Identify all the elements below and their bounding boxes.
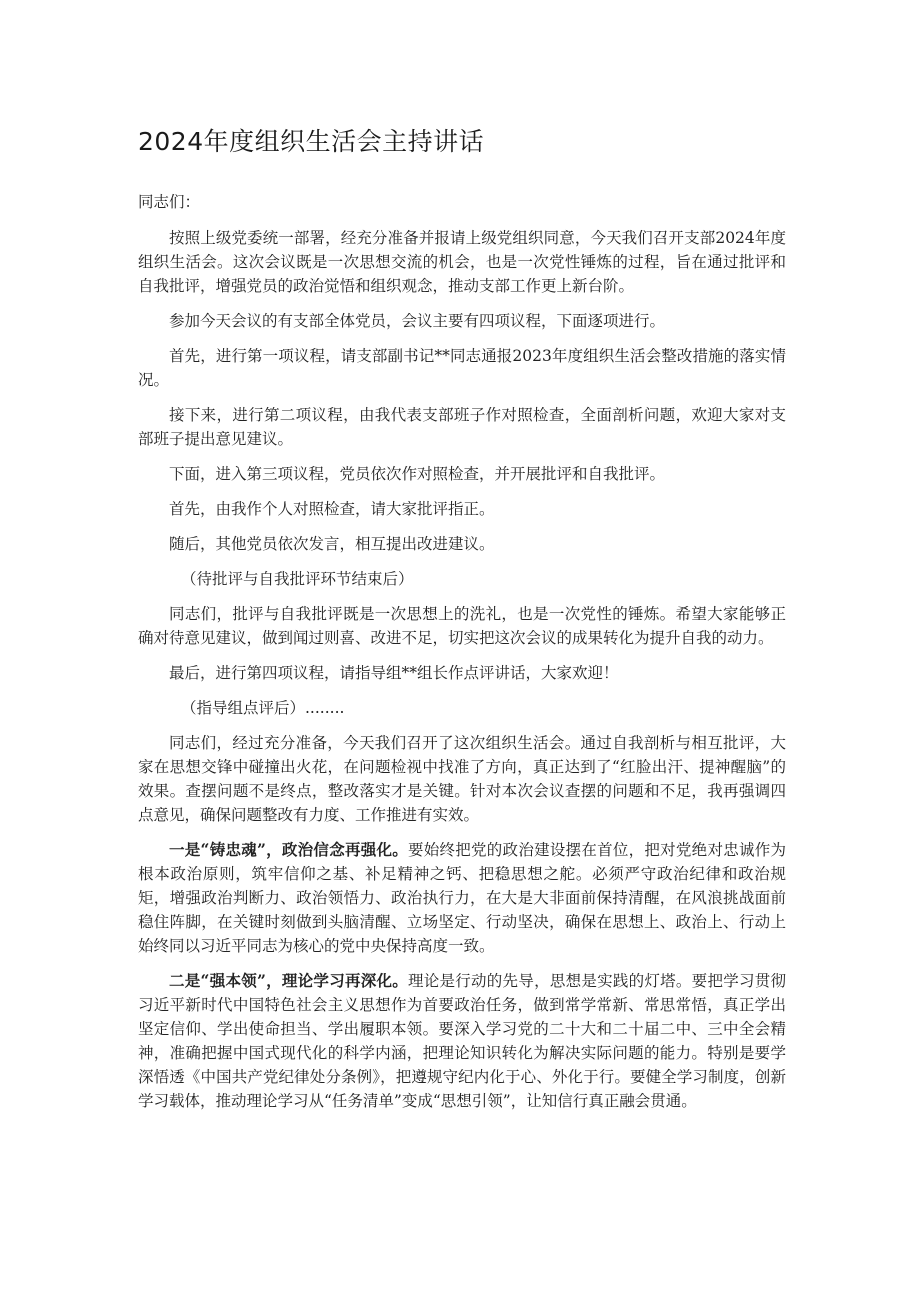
paragraph-9: 最后，进行第四项议程，请指导组**组长作点评讲话，大家欢迎！ bbox=[169, 664, 619, 682]
paragraph-2: 参加今天会议的有支部全体党员，会议主要有四项议程，下面逐项进行。 bbox=[169, 312, 666, 330]
point-2-heading: 二是“强本领”，理论学习再深化。 bbox=[169, 971, 408, 990]
stage-note-2: （指导组点评后）........ bbox=[181, 699, 345, 717]
paragraph-5: 下面，进入第三项议程，党员依次作对照检查，并开展批评和自我批评。 bbox=[169, 465, 666, 483]
paragraph-6: 首先，由我作个人对照检查，请大家批评指正。 bbox=[169, 500, 495, 518]
paragraph-3: 首先，进行第一项议程，请支部副书记**同志通报2023年度组织生活会整改措施的落实情况。 bbox=[138, 347, 786, 389]
stage-note-1: （待批评与自我批评环节结束后） bbox=[181, 570, 414, 588]
point-1-heading: 一是“铸忠魂”，政治信念再强化。 bbox=[169, 840, 408, 859]
salutation: 同志们： bbox=[138, 193, 201, 211]
paragraph-7: 随后，其他党员依次发言，相互提出改进建议。 bbox=[169, 535, 495, 553]
document-page bbox=[138, 124, 786, 1124]
closing-intro: 同志们，经过充分准备，今天我们召开了这次组织生活会。通过自我剖析与相互批评，大家在思想交锋中碰撞出火花，在问题检视中找准了方向，真正达到了“红脸出汗、提神醒脑”的效果。查摆问题不是终点，整改落实才是关键。针对本次会议查摆的问题和不足，我再强调四点意见，确保问题整改有力度、工作推进有实效。 bbox=[138, 734, 786, 824]
document-title: 2024年度组织生活会主持讲话 bbox=[138, 127, 485, 156]
paragraph-8: 同志们，批评与自我批评既是一次思想上的洗礼，也是一次党性的锤炼。希望大家能够正确对待意见建议，做到闻过则喜、改进不足，切实把这次会议的成果转化为提升自我的动力。 bbox=[138, 605, 786, 647]
paragraph-1: 按照上级党委统一部署，经充分准备并报请上级党组织同意，今天我们召开支部2024年度组织生活会。这次会议既是一次思想交流的机会，也是一次党性锤炼的过程，旨在通过批评和自我批评，增强党员的政治觉悟和组织观念，推动支部工作更上新台阶。 bbox=[138, 229, 786, 295]
point-2-body: 理论是行动的先导，思想是实践的灯塔。要把学习贯彻习近平新时代中国特色社会主义思想作为首要政治任务，做到常学常新、常思常悟，真正学出坚定信仰、学出使命担当、学出履职本领。要深入学习党的二十大和二十届二中、三中全会精神，准确把握中国式现代化的科学内涵，把理论知识转化为解决实际问题的能力。特别是要学深悟透《中国共产党纪律处分条例》，把遵规守纪内化于心、外化于行。要健全学习制度，创新学习载体，推动理论学习从“任务清单”变成“思想引领”，让知信行真正融会贯通。 bbox=[138, 972, 786, 1110]
point-1 bbox=[138, 838, 786, 958]
point-2 bbox=[138, 969, 786, 1113]
paragraph-4: 接下来，进行第二项议程，由我代表支部班子作对照检查，全面剖析问题，欢迎大家对支部班子提出意见建议。 bbox=[138, 406, 786, 448]
point-1-body: 要始终把党的政治建设摆在首位，把对党绝对忠诚作为根本政治原则，筑牢信仰之基、补足精神之钙、把稳思想之舵。必须严守政治纪律和政治规矩，增强政治判断力、政治领悟力、政治执行力，在大是大非面前保持清醒，在风浪挑战面前稳住阵脚，在关键时刻做到头脑清醒、立场坚定、行动坚决，确保在思想上、政治上、行动上始终同以习近平同志为核心的党中央保持高度一致。 bbox=[138, 841, 786, 955]
